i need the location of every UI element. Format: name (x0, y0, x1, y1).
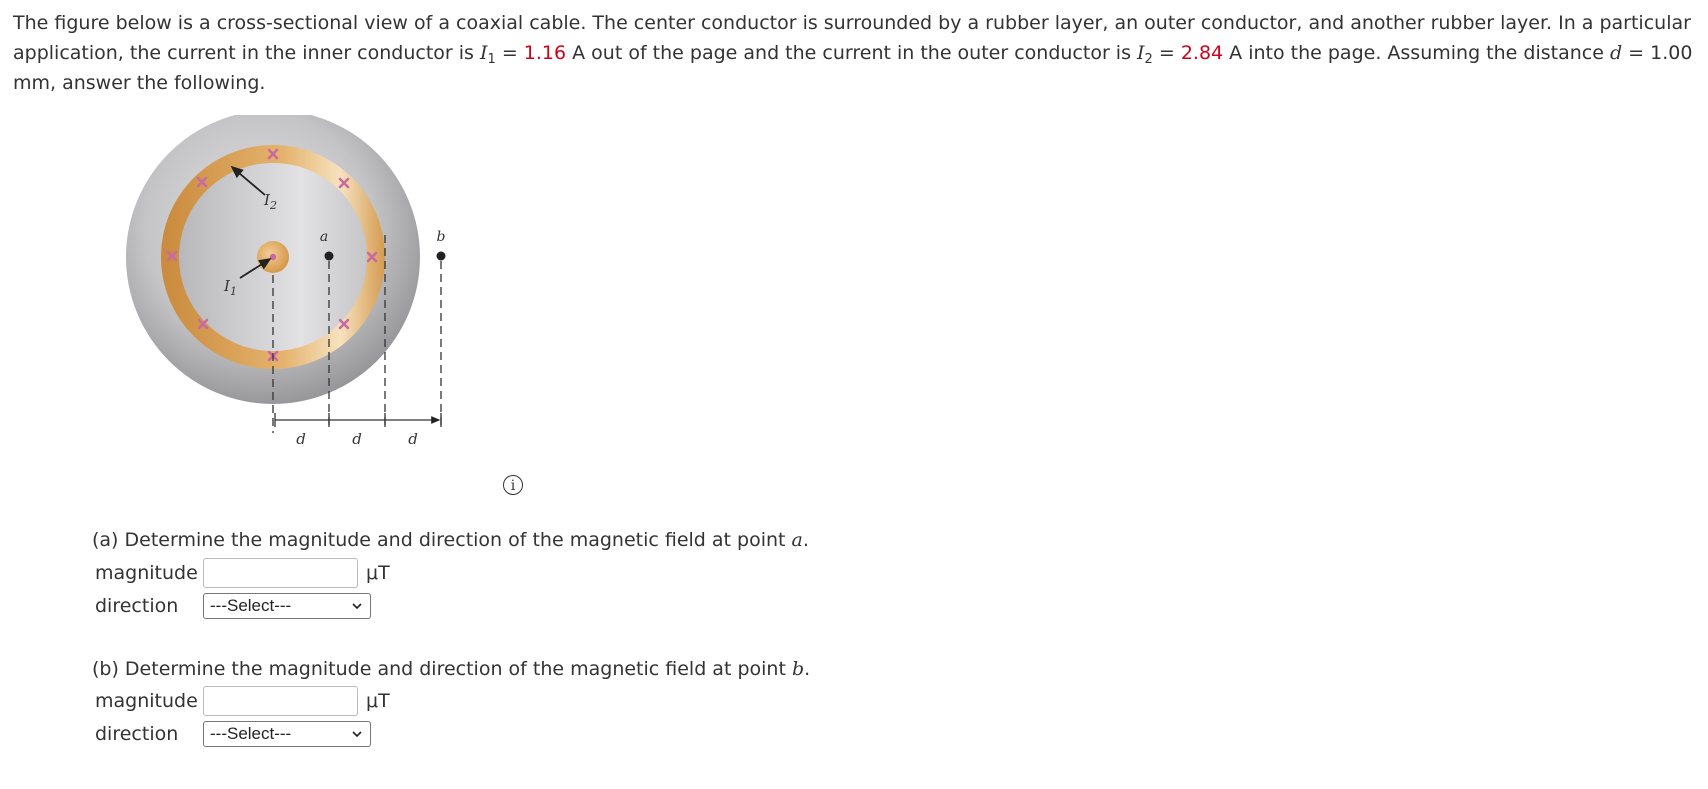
i2-value: 2.84 (1180, 42, 1224, 64)
direction-row-b (95, 718, 371, 750)
intro-text-1: The figure below is a cross-sectional view of a coaxial cable. The center conductor is surrounded by a rubber layer, an outer conductor, and another rubber layer. In a particular application, the current in the inner conductor is (13, 12, 1691, 64)
direction-row-a (95, 590, 371, 622)
label-d-3: d (408, 430, 418, 448)
magnitude-input-b[interactable] (203, 686, 358, 716)
point-a (325, 252, 334, 261)
direction-label-b: direction (95, 723, 179, 745)
direction-select-b[interactable] (203, 721, 371, 747)
chevron-down-icon (352, 601, 362, 611)
question-a (92, 528, 809, 552)
label-d-1: d (296, 430, 306, 448)
direction-select-a-value: ---Select--- (210, 596, 292, 615)
label-point-b: b (436, 229, 446, 245)
magnitude-label-a: magnitude (95, 562, 198, 584)
label-i1: $I_1$ (224, 277, 237, 298)
point-b (437, 252, 446, 261)
i1-symbol: I (479, 42, 488, 64)
coaxial-cable-figure (125, 115, 545, 505)
i2-subscript: 2 (1144, 52, 1153, 67)
chevron-down-icon (352, 729, 362, 739)
equals-sign: = (495, 42, 524, 64)
label-point-a: a (319, 229, 329, 245)
intro-text-2: A out of the page and the current in the outer conductor is (566, 42, 1138, 64)
question-b-suffix: . (804, 658, 811, 680)
question-b (92, 657, 810, 681)
i1-subscript: 1 (487, 52, 496, 67)
magnitude-input-a[interactable] (203, 558, 358, 588)
magnitude-label-b: magnitude (95, 690, 198, 712)
intro-text-3: A into the page. Assuming the distance (1223, 42, 1610, 64)
i2-symbol: I (1137, 42, 1145, 64)
direction-select-b-value: ---Select--- (210, 724, 292, 743)
i1-value: 1.16 (523, 42, 567, 64)
label-d-2: d (352, 430, 362, 448)
magnitude-row-b (95, 685, 390, 717)
question-b-point: b (791, 658, 805, 680)
d-symbol: d (1609, 42, 1623, 64)
direction-label-a: direction (95, 595, 179, 617)
question-b-text: (b) Determine the magnitude and direction of the magnetic field at point (92, 658, 792, 680)
question-a-point: a (791, 529, 803, 551)
question-a-suffix: . (802, 529, 809, 551)
question-a-text: (a) Determine the magnitude and direction of the magnetic field at point (92, 529, 792, 551)
unit-label-b: μT (366, 690, 390, 712)
label-i2: $I_2$ (264, 191, 277, 212)
unit-label-a: μT (366, 562, 390, 584)
intro-text-4: = 1.00 mm, answer the following. (13, 42, 1693, 94)
direction-select-a[interactable] (203, 593, 371, 619)
equals-sign: = (1152, 42, 1181, 64)
center-current-dot (270, 254, 276, 260)
info-icon[interactable]: i (503, 475, 523, 495)
magnitude-row-a (95, 557, 390, 589)
problem-statement (13, 8, 1698, 98)
